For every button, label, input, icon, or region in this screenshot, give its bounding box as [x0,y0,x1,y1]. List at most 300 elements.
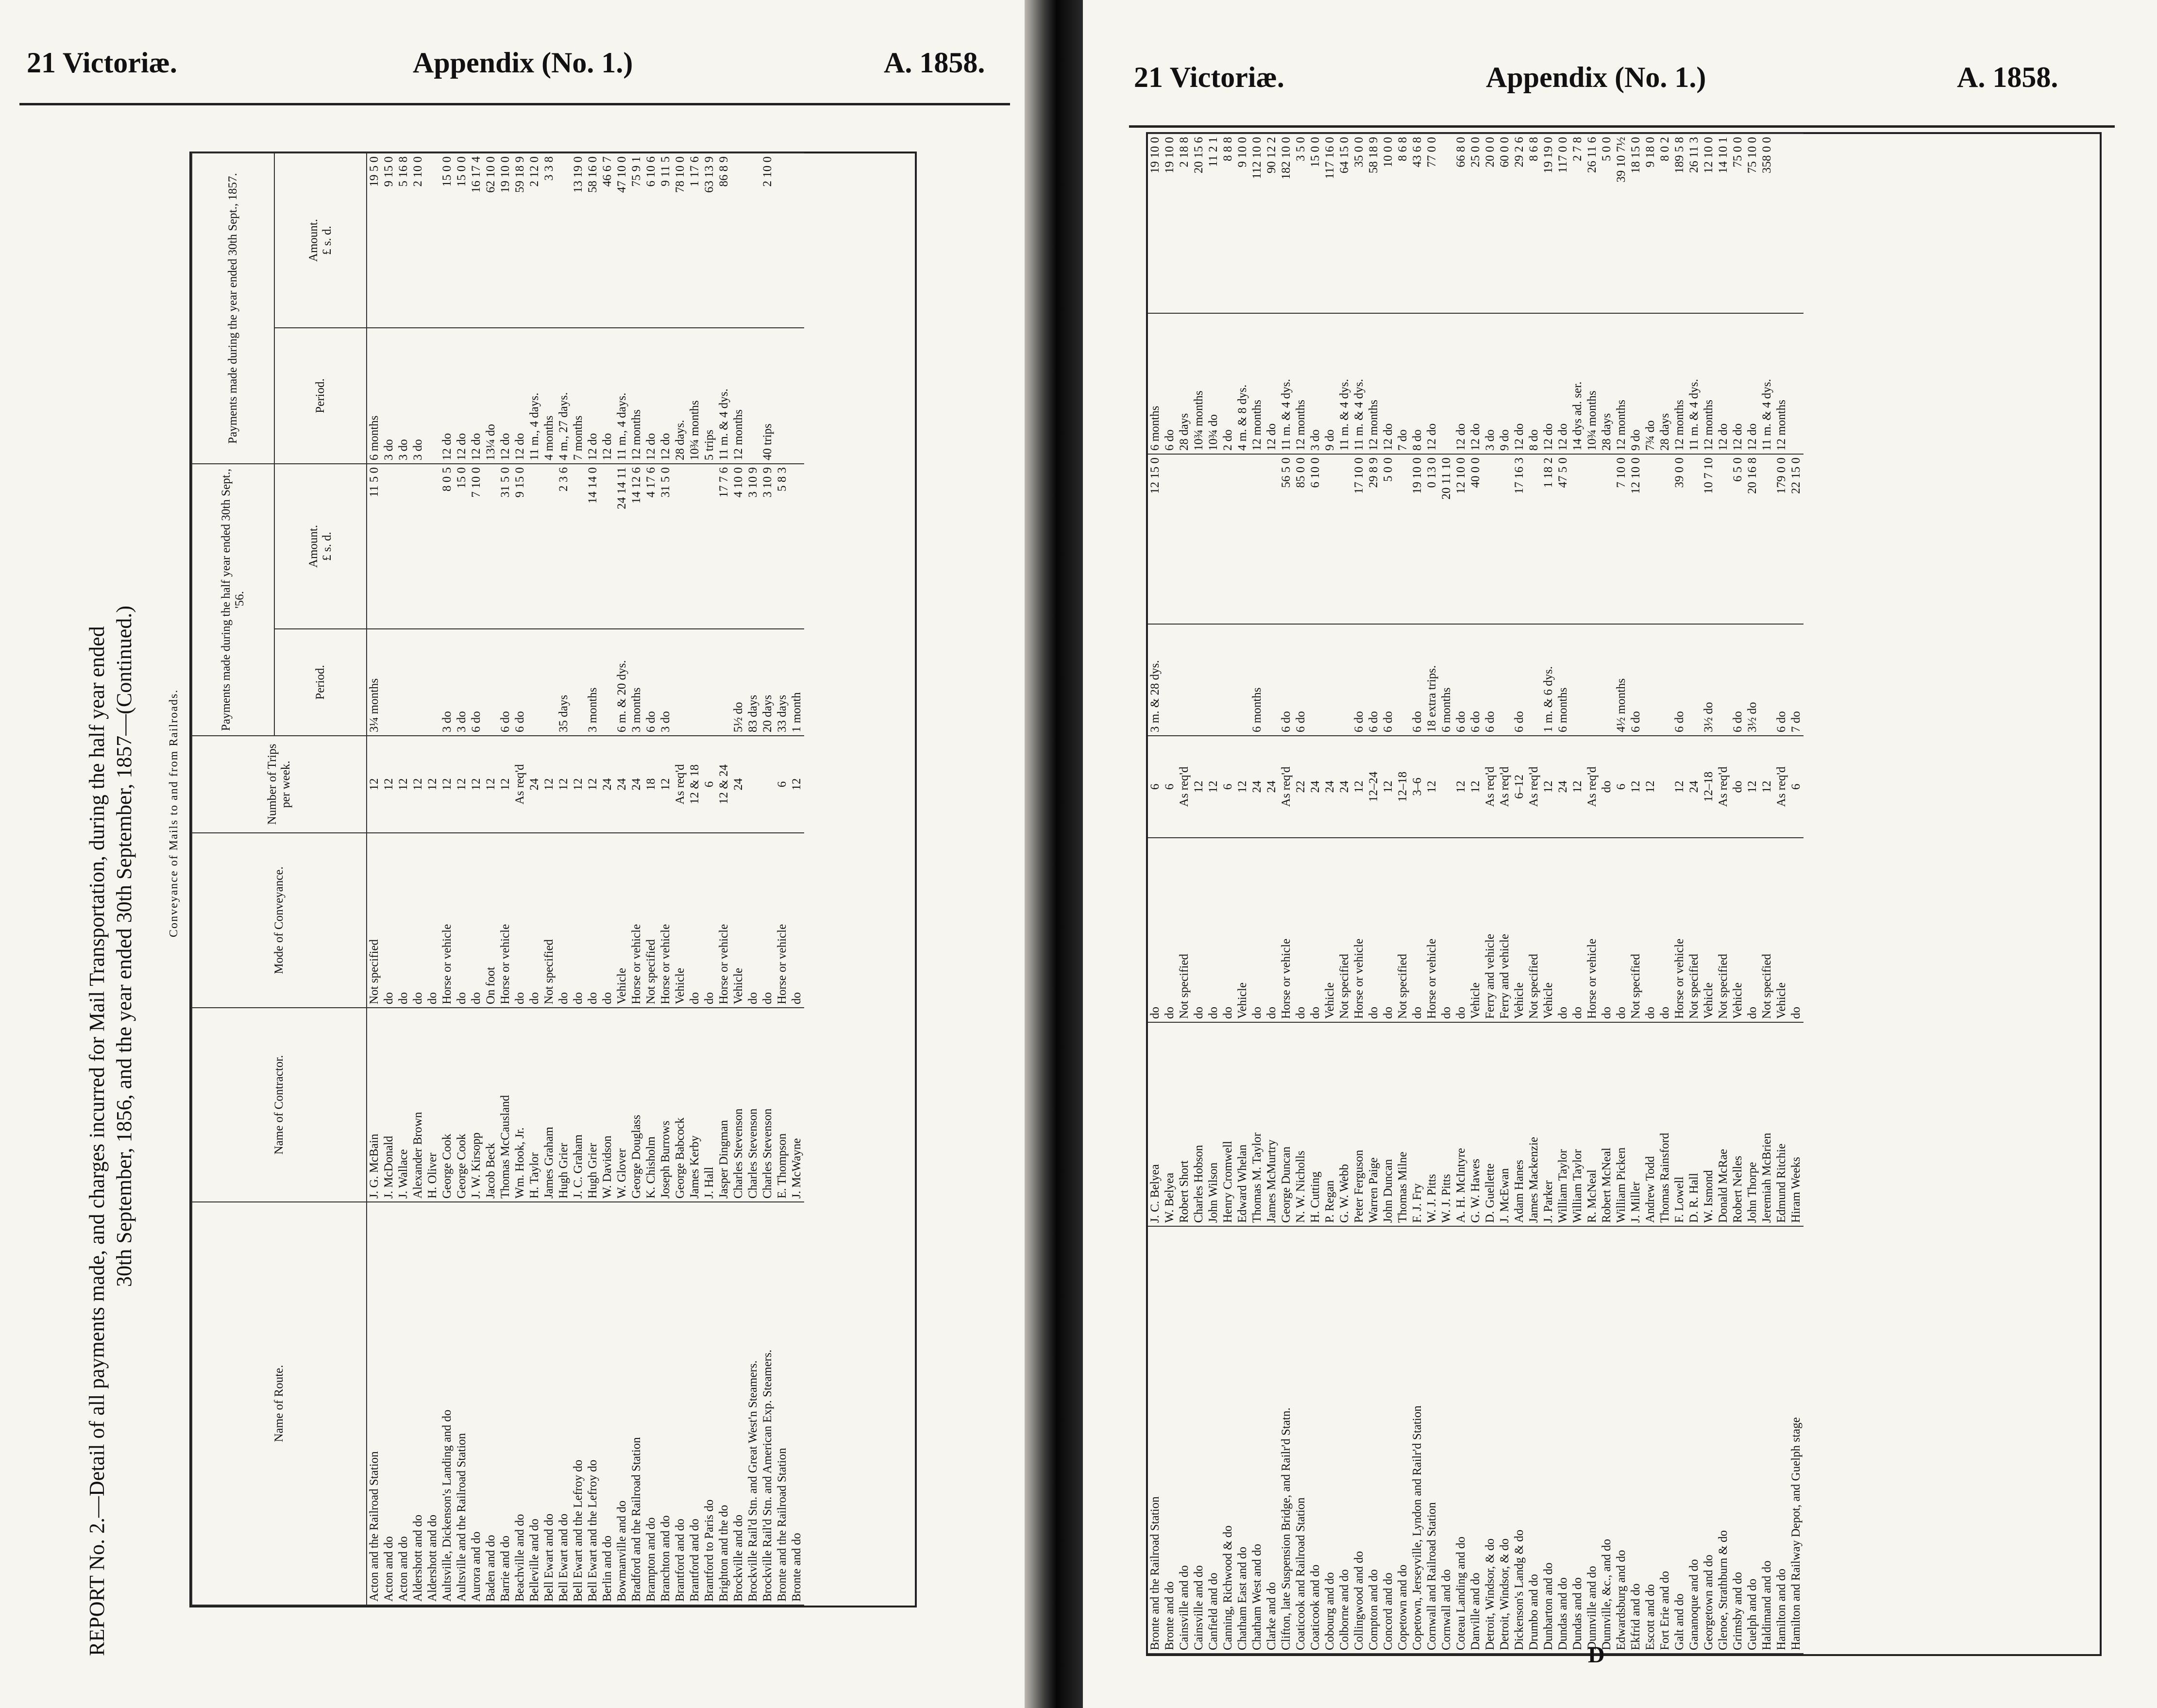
cell-period-1857: 3 do [382,328,396,464]
cell-mode: do [396,833,411,1008]
table-row [1366,134,1381,1654]
cell-period-1856 [717,629,731,736]
cell-period-1857: 12 do [1512,313,1527,454]
cell-trips: 24 [615,736,629,833]
cell-route: Aultsville and the Railroad Station [455,1202,469,1605]
cell-contractor: W. Glover [615,1008,629,1202]
cell-amount-1856 [1177,454,1192,624]
cell-route: Aldershott and do [425,1202,440,1605]
cell-amount-1857: 90 12 2 [1264,134,1279,313]
cell-contractor: J. G. McBain [367,1008,382,1202]
cell-amount-1857: 58 16 0 [586,153,600,328]
table-row [1658,134,1672,1654]
cell-trips: As req'd [513,736,527,833]
cell-period-1857: 6 months [1148,313,1163,454]
table-row [1614,134,1629,1654]
cell-mode: Horse or vehicle [1425,838,1439,1022]
table-row [469,153,484,1605]
table-row [1541,134,1556,1654]
cell-amount-1856 [1235,454,1250,624]
cell-amount-1857: 2 18 8 [1177,134,1192,313]
cell-route: Chatham West and do [1250,1226,1264,1654]
table-row [440,153,455,1605]
cell-trips: As req'd [1177,736,1192,838]
table-row [1192,134,1206,1654]
cell-mode: do [1745,838,1760,1022]
cell-trips: 6 [775,736,790,833]
cell-amount-1857: 60 0 0 [1498,134,1512,313]
cell-route: Escott and do [1643,1226,1658,1654]
cell-period-1857: 4 months [542,328,556,464]
cell-amount-1857: 58 18 9 [1366,134,1381,313]
cell-period-1857: 3 do [1483,313,1498,454]
table-row [1381,134,1396,1654]
cell-route: Guelph and do [1745,1226,1760,1654]
cell-amount-1856 [790,464,804,629]
cell-contractor: John Wilson [1206,1022,1221,1226]
cell-mode: do [586,833,600,1008]
table-row [1789,134,1803,1654]
cell-amount-1857: 62 10 0 [484,153,498,328]
cell-trips: do [1600,736,1614,838]
cell-mode: Vehicle [673,833,688,1008]
cell-period-1857 [746,328,760,464]
cell-trips: 12 [1206,736,1221,838]
cell-trips: 12 [440,736,455,833]
cell-route: Acton and do [382,1202,396,1605]
cell-amount-1857: 25 0 0 [1468,134,1483,313]
cell-mode: do [1643,838,1658,1022]
cell-route: Chatham East and do [1235,1226,1250,1654]
cell-route: Dunbarton and do [1541,1226,1556,1654]
cell-period-1856 [382,629,396,736]
cell-period-1856: 3 do [658,629,673,736]
cell-contractor: Alexander Brown [411,1008,425,1202]
cell-amount-1856 [396,464,411,629]
table-row [615,153,629,1605]
cell-route: Dickenson's Landg & do [1512,1226,1527,1654]
cell-mode: do [1163,838,1177,1022]
cell-contractor: Thomas M. Taylor [1250,1022,1264,1226]
cell-period-1856 [1163,624,1177,736]
cell-amount-1856: 12 10 0 [1629,454,1643,624]
cell-mode: On foot [484,833,498,1008]
cell-period-1856: 3 do [440,629,455,736]
cell-amount-1857: 3 3 8 [542,153,556,328]
cell-route: Dunnville and do [1585,1226,1600,1654]
cell-amount-1857: 14 10 1 [1716,134,1731,313]
table-row [1163,134,1177,1654]
cell-contractor: H. Cutting [1308,1022,1323,1226]
table-row [1629,134,1643,1654]
cell-amount-1857 [731,153,746,328]
cell-amount-1856: 22 15 0 [1789,454,1803,624]
cell-trips: 6 [1614,736,1629,838]
cell-trips: 12 & 24 [717,736,731,833]
table-row [775,153,790,1605]
cell-period-1857: 12 do [600,328,615,464]
cell-route: Cornwall and Railroad Station [1425,1226,1439,1654]
cell-amount-1857: 189 5 8 [1672,134,1687,313]
table-row [1323,134,1337,1654]
cell-route: Bronte and the Railroad Station [775,1202,790,1605]
cell-amount-1856: 14 12 6 [629,464,644,629]
cell-period-1857: 10¾ do [1206,313,1221,454]
cell-period-1857 [1789,313,1803,454]
cell-amount-1856: 9 15 0 [513,464,527,629]
cell-period-1857: 6 months [367,328,382,464]
cell-mode: Vehicle [1235,838,1250,1022]
cell-amount-1856 [1192,454,1206,624]
cell-amount-1857: 182 10 0 [1279,134,1294,313]
cell-period-1856: 6 do [1454,624,1468,736]
cell-period-1857 [1439,313,1454,454]
cell-amount-1856: 5 0 0 [1381,454,1396,624]
cell-amount-1856: 11 5 0 [367,464,382,629]
cell-amount-1856 [527,464,542,629]
cell-period-1857: 9 do [1498,313,1512,454]
table-row [1687,134,1702,1654]
cell-period-1856 [396,629,411,736]
cell-period-1857: 12 months [1366,313,1381,454]
cell-period-1856: 35 days [556,629,571,736]
cell-trips: 12 [542,736,556,833]
cell-trips: 6 [702,736,717,833]
cell-contractor: J. McEwan [1498,1022,1512,1226]
cell-period-1857: 12 months [629,328,644,464]
col-contractor: Name of Contractor. [192,1008,367,1202]
table-row [1570,134,1585,1654]
cell-period-1857: 9 do [1629,313,1643,454]
cell-period-1857: 28 days [1177,313,1192,454]
cell-mode: do [1570,838,1585,1022]
cell-period-1856 [1585,624,1600,736]
cell-amount-1857 [746,153,760,328]
cell-amount-1856: 7 10 0 [469,464,484,629]
cell-period-1857 [425,328,440,464]
cell-contractor: Hugh Grier [586,1008,600,1202]
cell-period-1857: 8 do [1527,313,1541,454]
col-mode: Mode of Conveyance. [192,833,367,1008]
cell-amount-1856 [1221,454,1235,624]
cell-trips: 24 [1264,736,1279,838]
cell-route: Bell Ewart and the Lefroy do [586,1202,600,1605]
cell-amount-1856 [673,464,688,629]
cell-period-1856 [1221,624,1235,736]
cell-mode: do [527,833,542,1008]
cell-amount-1857: 9 10 0 [1235,134,1250,313]
cell-route: Bell Ewart and the Lefroy do [571,1202,586,1605]
cell-trips: 24 [629,736,644,833]
table-row [658,153,673,1605]
cell-amount-1856: 3 10 9 [760,464,775,629]
col-amount-1857 [274,153,367,328]
cell-period-1856 [484,629,498,736]
cell-mode: Horse or vehicle [658,833,673,1008]
cell-contractor: Edward Whelan [1235,1022,1250,1226]
table-row [556,153,571,1605]
cell-period-1856: 6 do [498,629,513,736]
cell-route: Glenoe, Strathburn & do [1716,1226,1731,1654]
cell-route: Acton and do [396,1202,411,1605]
cell-period-1856 [1396,624,1410,736]
cell-mode: Not specified [644,833,658,1008]
cell-contractor: George Douglass [629,1008,644,1202]
cell-amount-1857: 9 18 0 [1643,134,1658,313]
cell-route: Edwardsburg and do [1614,1226,1629,1654]
cell-amount-1856: 17 16 3 [1512,454,1527,624]
cell-trips: 12 [382,736,396,833]
cell-mode: Vehicle [1731,838,1745,1022]
cell-trips: 12 [1541,736,1556,838]
table-row [1148,134,1163,1654]
cell-route: Drumbo and do [1527,1226,1541,1654]
col-period-1857: Period. [274,328,367,464]
cell-period-1856 [1177,624,1192,736]
cell-trips: 22 [1294,736,1308,838]
cell-trips: 12 [1745,736,1760,838]
cell-amount-1857: 2 7 8 [1570,134,1585,313]
cell-contractor: Edmund Ritchie [1774,1022,1789,1226]
cell-contractor: George Babcock [673,1008,688,1202]
cell-trips: 12 [790,736,804,833]
cell-mode: Not specified [1687,838,1702,1022]
table-row [600,153,615,1605]
right-header-session: 21 Victoriæ. [1134,61,1284,93]
cell-period-1857: 12 do [1468,313,1483,454]
cell-trips: 3–6 [1410,736,1425,838]
cell-mode: Not specified [1177,838,1192,1022]
cell-contractor: William Picken [1614,1022,1629,1226]
cell-period-1856: 6 do [644,629,658,736]
cell-contractor: Jacob Beck [484,1008,498,1202]
table-row [1527,134,1541,1654]
table-row [1264,134,1279,1654]
cell-amount-1857: 75 10 0 [1745,134,1760,313]
cell-amount-1856 [1483,454,1498,624]
table-row [1468,134,1483,1654]
cell-amount-1856: 39 0 0 [1672,454,1687,624]
cell-amount-1856: 14 14 0 [586,464,600,629]
cell-contractor: Warren Paige [1366,1022,1381,1226]
right-mail-table [1148,133,1803,1654]
cell-amount-1857: 86 8 9 [717,153,731,328]
cell-period-1856 [1600,624,1614,736]
cell-amount-1857: 8 6 8 [1396,134,1410,313]
cell-period-1856: 33 days [775,629,790,736]
cell-mode: do [790,833,804,1008]
cell-contractor: Jeremiah McBrien [1760,1022,1774,1226]
cell-mode: do [1556,838,1570,1022]
cell-contractor: James McMurtry [1264,1022,1279,1226]
cell-mode: Not specified [542,833,556,1008]
cell-route: Bronte and do [790,1202,804,1605]
table-row [1294,134,1308,1654]
cell-amount-1856 [571,464,586,629]
cell-amount-1856 [1716,454,1731,624]
left-header-year: A. 1858. [884,47,985,79]
cell-period-1856: 6 do [1468,624,1483,736]
table-row [425,153,440,1605]
cell-amount-1857: 2 10 0 [760,153,775,328]
cell-amount-1856 [702,464,717,629]
cell-amount-1857: 18 15 0 [1629,134,1643,313]
cell-route: Gananoque and do [1687,1226,1702,1654]
cell-route: Copetown and do [1396,1226,1410,1654]
cell-period-1856: 6 months [1556,624,1570,736]
cell-contractor: Charles Stevenson [731,1008,746,1202]
cell-trips: 12 [1760,736,1774,838]
cell-mode: Horse or vehicle [1279,838,1294,1022]
cell-mode: Vehicle [1468,838,1483,1022]
table-row [1308,134,1323,1654]
cell-mode: do [411,833,425,1008]
cell-route: Coteau Landing and do [1454,1226,1468,1654]
cell-period-1856 [673,629,688,736]
cell-contractor: J. McWayne [790,1008,804,1202]
table-row [760,153,775,1605]
cell-trips: 12 [469,736,484,833]
cell-contractor: Jasper Dingman [717,1008,731,1202]
cell-mode: do [1221,838,1235,1022]
table-row [1585,134,1600,1654]
table-row [1643,134,1658,1654]
cell-trips: 12 [367,736,382,833]
table-row [1672,134,1687,1654]
cell-amount-1857: 9 15 0 [382,153,396,328]
section-subheading: Conveyance of Mails to and from Railroads. [168,689,180,937]
col-group-1857: Payments made during the year ended 30th Sept., 1857. [192,153,274,464]
cell-route: Acton and the Railroad Station [367,1202,382,1605]
cell-period-1857: 12 do [1264,313,1279,454]
cell-contractor: Charles Stevenson [760,1008,775,1202]
cell-amount-1857: 75 9 1 [629,153,644,328]
cell-mode: do [1308,838,1323,1022]
table-row [396,153,411,1605]
cell-route: Haldimand and do [1760,1226,1774,1654]
cell-period-1857: 7¾ do [1643,313,1658,454]
cell-amount-1856 [1498,454,1512,624]
cell-amount-1856 [1163,454,1177,624]
cell-amount-1856: 24 14 11 [615,464,629,629]
cell-route: Ekfrid and do [1629,1226,1643,1654]
cell-period-1857: 13¼ do [484,328,498,464]
table-row [571,153,586,1605]
cell-period-1857: 12 do [1381,313,1396,454]
cell-contractor: George Cook [440,1008,455,1202]
cell-route: Compton and do [1366,1226,1381,1654]
cell-trips: 12 [571,736,586,833]
cell-amount-1857: 66 8 0 [1454,134,1468,313]
cell-period-1857: 6 do [1163,313,1177,454]
cell-trips: 24 [1250,736,1264,838]
cell-contractor: Donald McRae [1716,1022,1731,1226]
cell-amount-1856 [1585,454,1600,624]
cell-period-1856: 6 months [1439,624,1454,736]
cell-contractor: H. Oliver [425,1008,440,1202]
cell-amount-1857: 77 0 0 [1425,134,1439,313]
cell-amount-1857: 12 10 0 [1702,134,1716,313]
cell-contractor: W. J. Pitts [1425,1022,1439,1226]
cell-amount-1856: 3 10 9 [746,464,760,629]
cell-amount-1856: 12 15 0 [1148,454,1163,624]
cell-amount-1857: 19 10 0 [1163,134,1177,313]
right-table-body [1148,134,1803,1654]
cell-amount-1857: 3 5 0 [1294,134,1308,313]
cell-period-1856: 6 do [513,629,527,736]
cell-period-1857: 12 do [1454,313,1468,454]
table-row [1483,134,1498,1654]
cell-contractor: W. Belyea [1163,1022,1177,1226]
table-row [1774,134,1789,1654]
cell-contractor: Robert Nelles [1731,1022,1745,1226]
cell-amount-1856 [1396,454,1410,624]
cell-amount-1856: 12 10 0 [1454,454,1468,624]
cell-period-1856 [702,629,717,736]
cell-amount-1857: 20 0 0 [1483,134,1498,313]
left-header-session: 21 Victoriæ. [27,47,177,79]
cell-period-1857: 28 days [1600,313,1614,454]
cell-amount-1857: 10 0 0 [1381,134,1396,313]
table-row [790,153,804,1605]
cell-mode: do [760,833,775,1008]
cell-period-1856 [1308,624,1323,736]
cell-mode: Horse or vehicle [1585,838,1600,1022]
cell-route: Baden and do [484,1202,498,1605]
table-row [1731,134,1745,1654]
cell-mode: do [571,833,586,1008]
right-header-appendix: Appendix (No. 1.) [1486,61,1706,93]
cell-amount-1857: 8 8 8 [1221,134,1235,313]
cell-amount-1856: 20 16 8 [1745,454,1760,624]
cell-route: Hamilton and Railway Depot, and Guelph stage [1789,1226,1803,1654]
cell-period-1857: 12 do [1556,313,1570,454]
cell-contractor: William Taylor [1556,1022,1570,1226]
cell-amount-1856 [411,464,425,629]
cell-contractor: J. Parker [1541,1022,1556,1226]
cell-contractor: James Graham [542,1008,556,1202]
table-row [1498,134,1512,1654]
cell-period-1856: 1 month [790,629,804,736]
cell-trips [746,736,760,833]
cell-amount-1856: 20 11 10 [1439,454,1454,624]
amount-label-1856: Amount. [307,524,320,568]
cell-period-1856 [1264,624,1279,736]
amount-label-1857: Amount. [307,219,320,262]
cell-trips: As req'd [1527,736,1541,838]
cell-amount-1856 [688,464,702,629]
cell-mode: Not specified [1337,838,1352,1022]
book-gutter [1025,0,1083,1708]
cell-contractor: Joseph Burrows [658,1008,673,1202]
table-row [673,153,688,1605]
cell-amount-1857: 20 15 6 [1192,134,1206,313]
cell-period-1856: 3¼ months [367,629,382,736]
cell-trips: 24 [600,736,615,833]
cell-mode: do [1600,838,1614,1022]
cell-amount-1856: 31 5 0 [498,464,513,629]
cell-mode: Horse or vehicle [498,833,513,1008]
cell-contractor: N. W. Nicholls [1294,1022,1308,1226]
cell-amount-1857: 19 19 0 [1541,134,1556,313]
col-period-1856: Period. [274,629,367,736]
cell-contractor: G. W. Hawes [1468,1022,1483,1226]
cell-period-1856: 6 do [1279,624,1294,736]
cell-contractor: W. Ismond [1702,1022,1716,1226]
cell-mode: Not specified [1629,838,1643,1022]
cell-amount-1857: 64 15 0 [1337,134,1352,313]
cell-trips: 24 [527,736,542,833]
